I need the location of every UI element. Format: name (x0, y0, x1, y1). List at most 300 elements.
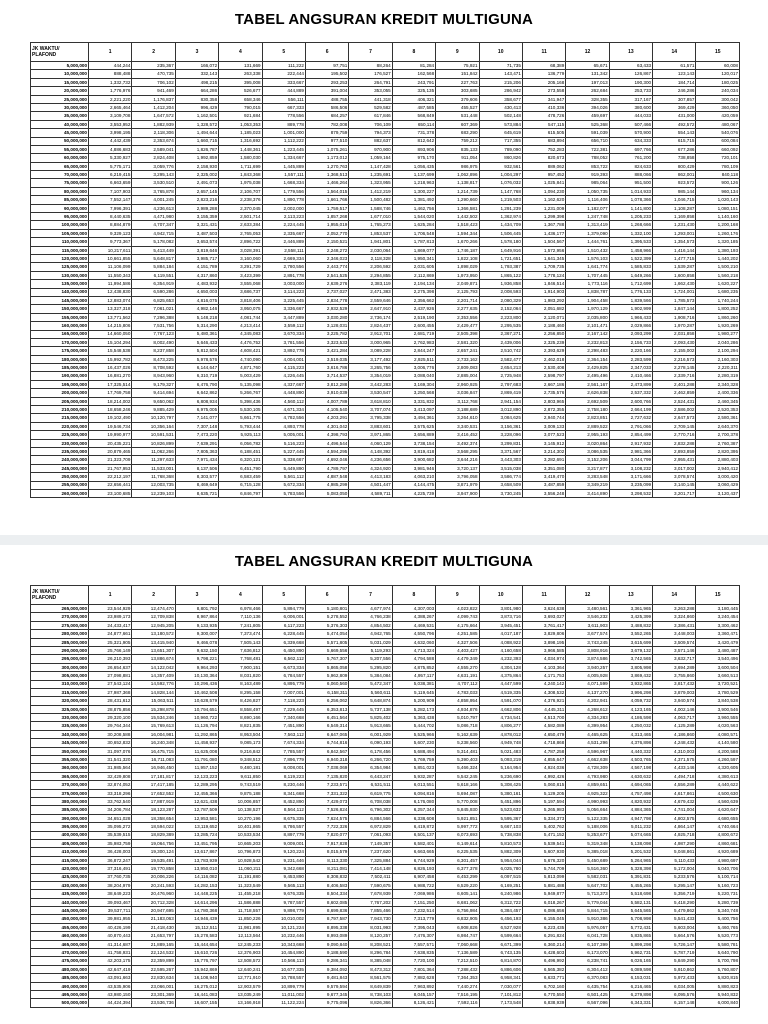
installment-cell: 2,872,355 (522, 406, 565, 414)
installment-cell: 2,580,361 (696, 414, 740, 422)
installment-cell: 2,223,800 (479, 313, 522, 321)
installment-cell: 4,433,146 (653, 764, 696, 772)
installment-cell: 923,572 (653, 179, 696, 187)
installment-cell: 8,137,506 (175, 464, 218, 472)
installment-cell: 2,158,930 (175, 162, 218, 170)
installment-cell: 81,284 (392, 62, 435, 70)
installment-cell: 10,826,899 (132, 439, 175, 447)
plafond-cell: 65,000,000 (31, 162, 89, 170)
installment-cell: 1,046,715 (653, 196, 696, 204)
installment-cell: 6,451,564 (305, 714, 348, 722)
installment-cell: 12,289,295 (175, 781, 218, 789)
installment-cell: 12,709,838 (132, 613, 175, 621)
installment-cell: 1,367,788 (522, 221, 565, 229)
installment-cell: 4,741,004 (653, 806, 696, 814)
installment-cell: 22,359,899 (132, 957, 175, 965)
installment-cell: 1,920,269 (696, 322, 740, 330)
installment-cell: 2,325,239 (522, 338, 565, 346)
installment-cell: 2,955,193 (566, 431, 609, 439)
installment-cell: 21,889,165 (132, 940, 175, 948)
installment-cell: 2,809,083 (436, 364, 479, 372)
installment-cell: 4,718,868 (522, 739, 565, 747)
installment-cell: 16,240,348 (132, 739, 175, 747)
installment-cell: 8,211,081 (305, 865, 348, 873)
table-row (31, 112, 740, 120)
installment-cell: 5,700,798 (696, 957, 740, 965)
installment-cell: 4,071,599 (566, 680, 609, 688)
plafond-cell: 305,000,000 (31, 672, 89, 680)
installment-cell: 3,351,080 (522, 464, 565, 472)
installment-cell: 36,428,003 (89, 848, 132, 856)
installment-cell: 15,942,869 (175, 965, 218, 973)
page-title: TABEL ANGSURAN KREDIT MULTIGUNA (234, 11, 534, 28)
plafond-cell: 295,000,000 (31, 655, 89, 663)
installment-cell: 6,451,790 (219, 464, 262, 472)
header-year: 10 (479, 43, 522, 62)
table-header-row (31, 43, 740, 62)
installment-cell: 5,162,639 (436, 730, 479, 738)
installment-cell: 16,437,026 (89, 364, 132, 372)
installment-cell: 15,278,583 (175, 932, 218, 940)
installment-cell: 12,455,366 (175, 789, 218, 797)
installment-cell: 22,124,532 (132, 949, 175, 957)
installment-cell: 2,896,722 (219, 238, 262, 246)
header-year: 9 (436, 586, 479, 605)
installment-cell: 615,505 (522, 129, 565, 137)
installment-cell: 2,530,408 (522, 364, 565, 372)
installment-cell: 3,145,912 (522, 439, 565, 447)
installment-cell: 12,771,910 (219, 974, 262, 982)
installment-cell: 1,462,756 (392, 204, 435, 212)
installment-cell: 6,025,780 (479, 865, 522, 873)
installment-cell: 5,865,058 (305, 663, 348, 671)
table-row (31, 145, 740, 153)
installment-cell: 5,648,874 (349, 697, 392, 705)
installment-cell: 5,474,054 (305, 630, 348, 638)
table-row (31, 814, 740, 822)
installment-cell: 4,531,296 (566, 739, 609, 747)
installment-cell: 4,203,291 (305, 414, 348, 422)
installment-cell: 4,260,597 (696, 756, 740, 764)
installment-cell: 8,406,583 (305, 881, 348, 889)
installment-cell: 22,595,267 (132, 965, 175, 973)
table-row (31, 831, 740, 839)
installment-cell: 1,518,423 (436, 221, 479, 229)
installment-cell: 9,677,345 (305, 990, 348, 998)
installment-cell: 1,412,219 (349, 187, 392, 195)
installment-cell: 15,776,797 (175, 957, 218, 965)
installment-cell: 5,997,772 (436, 823, 479, 831)
installment-cell: 6,339,668 (262, 638, 305, 646)
installment-cell: 19,535,491 (132, 856, 175, 864)
installment-cell: 10,661,855 (89, 254, 132, 262)
installment-cell: 6,978,466 (219, 605, 262, 613)
installment-cell: 4,442,439 (89, 137, 132, 145)
installment-cell: 4,875,852 (392, 663, 435, 671)
installment-cell: 1,458,966 (609, 246, 652, 254)
table-row (31, 932, 740, 940)
table-row (31, 229, 740, 237)
installment-cell: 13,119,652 (175, 823, 218, 831)
installment-cell: 12,883,074 (89, 296, 132, 304)
installment-cell: 7,767,202 (349, 898, 392, 906)
installment-cell: 4,728,309 (566, 764, 609, 772)
installment-cell: 7,526,824 (305, 806, 348, 814)
installment-cell: 6,796,302 (349, 806, 392, 814)
table-row (31, 940, 740, 948)
installment-cell: 10,665,203 (219, 839, 262, 847)
installment-cell: 9,775,096 (305, 999, 348, 1007)
header-corner-line: JK WAKTU/ (32, 589, 60, 595)
installment-cell: 3,950,075 (219, 305, 262, 313)
installment-cell: 6,216,465 (609, 982, 652, 990)
installment-cell: 41,758,931 (89, 949, 132, 957)
installment-cell: 9,348,512 (219, 756, 262, 764)
installment-cell: 5,835,865 (609, 932, 652, 940)
installment-cell: 1,379,090 (566, 229, 609, 237)
installment-cell: 7,340,668 (262, 714, 305, 722)
installment-cell: 9,481,843 (305, 974, 348, 982)
installment-cell: 683,894 (522, 137, 565, 145)
installment-cell: 1,293,001 (653, 229, 696, 237)
installment-cell: 222,444 (262, 70, 305, 78)
installment-cell: 2,727,632 (609, 414, 652, 422)
table-row (31, 305, 740, 313)
installment-cell: 1,594,344 (436, 229, 479, 237)
installment-cell: 6,663,665 (392, 848, 435, 856)
installment-cell: 2,100,294 (696, 347, 740, 355)
installment-cell: 11,455,218 (219, 890, 262, 898)
header-year: 11 (522, 43, 565, 62)
installment-cell: 227,763 (436, 78, 479, 86)
installment-cell: 8,473,312 (349, 965, 392, 973)
installment-cell: 788,052 (566, 154, 609, 162)
installment-cell: 7,061,021 (132, 305, 175, 313)
installment-cell: 2,891,778 (262, 271, 305, 279)
installment-cell: 10,130,364 (175, 672, 218, 680)
installment-cell: 7,237,620 (349, 848, 392, 856)
installment-cell: 5,100,714 (696, 873, 740, 881)
installment-cell: 5,783,556 (262, 489, 305, 497)
installment-cell: 4,582,089 (522, 722, 565, 730)
installment-cell: 4,123,165 (609, 705, 652, 713)
installment-cell: 1,205,233 (609, 213, 652, 221)
installment-cell: 7,563,112 (262, 730, 305, 738)
installment-cell: 2,278,145 (653, 364, 696, 372)
installment-cell: 2,520,353 (696, 406, 740, 414)
installment-cell: 9,565,113 (262, 881, 305, 889)
installment-cell: 5,976,057 (566, 923, 609, 931)
installment-cell: 4,226,445 (262, 372, 305, 380)
installment-cell: 1,231,430 (653, 221, 696, 229)
installment-cell: 3,028,391 (219, 246, 262, 254)
installment-cell: 4,099,743 (436, 613, 479, 621)
installment-cell: 2,657,145 (175, 187, 218, 195)
installment-cell: 4,802,575 (653, 814, 696, 822)
installment-cell: 5,607,930 (522, 848, 565, 856)
installment-cell: 480,067 (696, 120, 740, 128)
plafond-cell: 80,000,000 (31, 187, 89, 195)
installment-cell: 525,368 (566, 120, 609, 128)
installment-cell: 4,160,658 (479, 646, 522, 654)
installment-cell: 3,546,232 (566, 613, 609, 621)
installment-cell: 30,208,588 (89, 730, 132, 738)
installment-cell: 1,078,366 (609, 196, 652, 204)
installment-cell: 23,536,736 (132, 999, 175, 1007)
installment-cell: 1,316,692 (219, 137, 262, 145)
installment-cell: 5,539,541 (522, 839, 565, 847)
installment-cell: 8,993,089 (305, 932, 348, 940)
installment-cell: 3,000,965 (349, 338, 392, 346)
installment-cell: 6,814,870 (479, 957, 522, 965)
installment-cell: 4,250,032 (609, 722, 652, 730)
table-row (31, 781, 740, 789)
installment-cell: 3,423,399 (219, 271, 262, 279)
installment-cell: 8,967,864 (175, 613, 218, 621)
installment-cell: 3,998,195 (89, 129, 132, 137)
installment-cell: 2,383,119 (349, 280, 392, 288)
installment-cell: 6,808,934 (175, 397, 218, 405)
installment-cell: 8,296,784 (349, 949, 392, 957)
installment-cell: 16,711,083 (132, 756, 175, 764)
installment-cell: 6,647,065 (305, 730, 348, 738)
plafond-cell: 225,000,000 (31, 431, 89, 439)
installment-cell: 3,177,492 (349, 355, 392, 363)
plafond-cell: 210,000,000 (31, 406, 89, 414)
table-row (31, 756, 740, 764)
installment-cell: 4,594,295 (305, 447, 348, 455)
installment-cell: 5,518,698 (609, 890, 652, 898)
plafond-cell: 50,000,000 (31, 137, 89, 145)
installment-cell: 17,887,919 (132, 797, 175, 805)
installment-cell: 498,215 (175, 78, 218, 86)
header-corner-line: PLAFOND (32, 595, 57, 601)
installment-cell: 27,987,368 (89, 688, 132, 696)
installment-cell: 2,824,408 (132, 154, 175, 162)
installment-cell: 645,619 (479, 129, 522, 137)
installment-cell: 420,059 (696, 112, 740, 120)
installment-cell: 1,313,419 (566, 221, 609, 229)
plafond-cell: 460,000,000 (31, 932, 89, 940)
installment-cell: 9,898,779 (262, 907, 305, 915)
installment-cell: 5,812,504 (175, 347, 218, 355)
installment-cell: 6,531,511 (349, 781, 392, 789)
installment-cell: 3,059,776 (132, 162, 175, 170)
installment-cell: 2,112,869 (392, 271, 435, 279)
installment-cell: 37,760,735 (89, 873, 132, 881)
installment-cell: 5,265,983 (522, 806, 565, 814)
installment-cell: 13,180,572 (132, 630, 175, 638)
installment-cell: 3,487,859 (522, 481, 565, 489)
installment-cell: 431,000 (653, 112, 696, 120)
installment-cell: 369,429 (653, 103, 696, 111)
installment-cell: 15,610,726 (175, 949, 218, 957)
installment-cell: 11,791,080 (175, 756, 218, 764)
installment-cell: 5,110,433 (653, 856, 696, 864)
installment-cell: 4,080,571 (696, 730, 740, 738)
plafond-cell: 450,000,000 (31, 915, 89, 923)
installment-cell: 5,148,218 (175, 313, 218, 321)
installment-cell: 8,708,592 (132, 364, 175, 372)
installment-cell: 6,354,984 (349, 764, 392, 772)
installment-cell: 7,531,756 (132, 322, 175, 330)
installment-cell: 1,707,445 (566, 271, 609, 279)
installment-cell: 14,282,153 (175, 881, 218, 889)
installment-cell: 3,812,288 (305, 380, 348, 388)
installment-cell: 2,582,477 (479, 355, 522, 363)
installment-cell: 6,155,045 (522, 915, 565, 923)
installment-cell: 1,936,858 (479, 280, 522, 288)
installment-cell: 358,677 (479, 95, 522, 103)
installment-cell: 6,056,782 (219, 439, 262, 447)
installment-cell: 6,266,720 (349, 756, 392, 764)
installment-cell: 4,376,921 (522, 697, 565, 705)
installment-cell: 3,283,548 (566, 473, 609, 481)
installment-cell: 10,401,865 (219, 823, 262, 831)
installment-cell: 6,225,535 (436, 848, 479, 856)
installment-cell: 6,549,314 (305, 722, 348, 730)
installment-cell: 3,419,470 (522, 473, 565, 481)
installment-cell: 5,282,173 (392, 705, 435, 713)
installment-cell: 824,633 (609, 162, 652, 170)
installment-cell: 44,424,394 (89, 999, 132, 1007)
installment-cell: 6,119,551 (132, 271, 175, 279)
installment-cell: 4,806,277 (479, 722, 522, 730)
installment-cell: 5,661,775 (219, 414, 262, 422)
installment-cell: 286,942 (479, 87, 522, 95)
installment-cell: 738,858 (653, 154, 696, 162)
table-row (31, 714, 740, 722)
plafond-cell: 465,000,000 (31, 940, 89, 948)
installment-cell: 8,113,330 (305, 856, 348, 864)
installment-cell: 3,214,302 (522, 447, 565, 455)
installment-cell: 1,572,956 (522, 246, 565, 254)
installment-cell: 9,414,694 (132, 389, 175, 397)
installment-cell: 32,874,052 (89, 781, 132, 789)
installment-cell: 3,421,284 (305, 347, 348, 355)
installment-cell: 4,304,128 (479, 663, 522, 671)
installment-cell: 36,872,247 (89, 856, 132, 864)
installment-cell: 4,707,112 (436, 680, 479, 688)
installment-cell: 5,738,838 (479, 831, 522, 839)
installment-cell: 3,693,027 (522, 613, 565, 621)
installment-cell: 195,502 (305, 70, 348, 78)
installment-cell: 731,378 (392, 129, 435, 137)
installment-cell: 10,462,508 (175, 688, 218, 696)
table-row (31, 322, 740, 330)
installment-cell: 4,924,036 (522, 764, 565, 772)
installment-cell: 9,090,840 (305, 940, 348, 948)
installment-cell: 3,960,555 (696, 714, 740, 722)
plafond-cell: 285,000,000 (31, 638, 89, 646)
installment-cell: 1,776,976 (89, 87, 132, 95)
installment-cell: 6,681,062 (436, 898, 479, 906)
installment-cell: 1,247,748 (566, 213, 609, 221)
installment-cell: 2,030,064 (349, 246, 392, 254)
installment-cell: 4,800,672 (696, 831, 740, 839)
installment-cell: 2,393,629 (522, 347, 565, 355)
plafond-cell: 195,000,000 (31, 380, 89, 388)
installment-cell: 5,201,532 (609, 848, 652, 856)
table-row (31, 907, 740, 915)
table-row (31, 62, 740, 70)
installment-cell: 591,039 (566, 129, 609, 137)
installment-cell: 353,055 (349, 87, 392, 95)
installment-cell: 5,093,219 (479, 756, 522, 764)
plafond-cell: 185,000,000 (31, 364, 89, 372)
table-row (31, 739, 740, 747)
plafond-cell: 175,000,000 (31, 347, 89, 355)
installment-cell: 1,576,103 (566, 254, 609, 262)
installment-cell: 5,384,084 (349, 672, 392, 680)
header-year: 13 (609, 586, 652, 605)
installment-cell: 8,943,960 (132, 372, 175, 380)
installment-cell: 6,001,929 (349, 730, 392, 738)
installment-cell: 3,201,717 (653, 489, 696, 497)
installment-cell: 3,971,865 (349, 431, 392, 439)
installment-cell: 7,768,481 (219, 655, 262, 663)
installment-cell: 4,793,980 (566, 772, 609, 780)
installment-cell: 2,401,288 (653, 380, 696, 388)
installment-cell: 8,897,779 (262, 831, 305, 839)
installment-cell: 3,443,303 (479, 456, 522, 464)
installment-cell: 2,505,398 (436, 330, 479, 338)
installment-cell: 4,816,075 (175, 296, 218, 304)
installment-cell: 6,343,331 (609, 999, 652, 1007)
installment-cell: 243,791 (392, 78, 435, 86)
installment-cell: 1,510,432 (566, 246, 609, 254)
installment-cell: 3,644,216 (436, 456, 479, 464)
installment-cell: 3,006,776 (392, 364, 435, 372)
installment-cell: 2,035,800 (566, 313, 609, 321)
table-row (31, 288, 740, 296)
installment-cell: 9,179,327 (132, 380, 175, 388)
installment-cell: 2,510,742 (479, 347, 522, 355)
installment-cell: 3,371,567 (479, 447, 522, 455)
installment-cell: 6,715,128 (219, 481, 262, 489)
installment-cell: 5,308,425 (479, 781, 522, 789)
installment-cell: 1,588,746 (349, 204, 392, 212)
installment-cell: 1,773,116 (566, 280, 609, 288)
installment-cell: 2,437,926 (392, 305, 435, 313)
installment-cell: 1,076,032 (479, 179, 522, 187)
installment-cell: 7,364,353 (436, 974, 479, 982)
installment-cell: 8,031,820 (219, 672, 262, 680)
installment-cell: 5,884,184 (132, 263, 175, 271)
installment-cell: 395,008 (219, 78, 262, 86)
installment-cell: 3,600,504 (696, 663, 740, 671)
installment-cell: 10,794,651 (175, 705, 218, 713)
plafond-cell: 30,000,000 (31, 103, 89, 111)
installment-cell: 6,086,656 (522, 907, 565, 915)
installment-cell: 2,709,145 (653, 422, 696, 430)
installment-cell: 951,500 (609, 179, 652, 187)
installment-cell: 3,632,717 (653, 655, 696, 663)
installment-cell: 6,842,567 (305, 747, 348, 755)
installment-cell: 9,120,224 (262, 848, 305, 856)
installment-cell: 7,820,077 (305, 831, 348, 839)
installment-cell: 6,060,560 (305, 680, 348, 688)
installment-cell: 5,640,790 (696, 949, 740, 957)
installment-cell: 2,491,073 (175, 179, 218, 187)
table-row (31, 347, 740, 355)
installment-cell: 470,735 (132, 70, 175, 78)
installment-cell: 13,166,918 (219, 999, 262, 1007)
installment-cell: 3,795,338 (349, 414, 392, 422)
installment-cell: 391,004 (305, 87, 348, 95)
installment-cell: 975,170 (392, 154, 435, 162)
installment-cell: 18,594,022 (132, 823, 175, 831)
